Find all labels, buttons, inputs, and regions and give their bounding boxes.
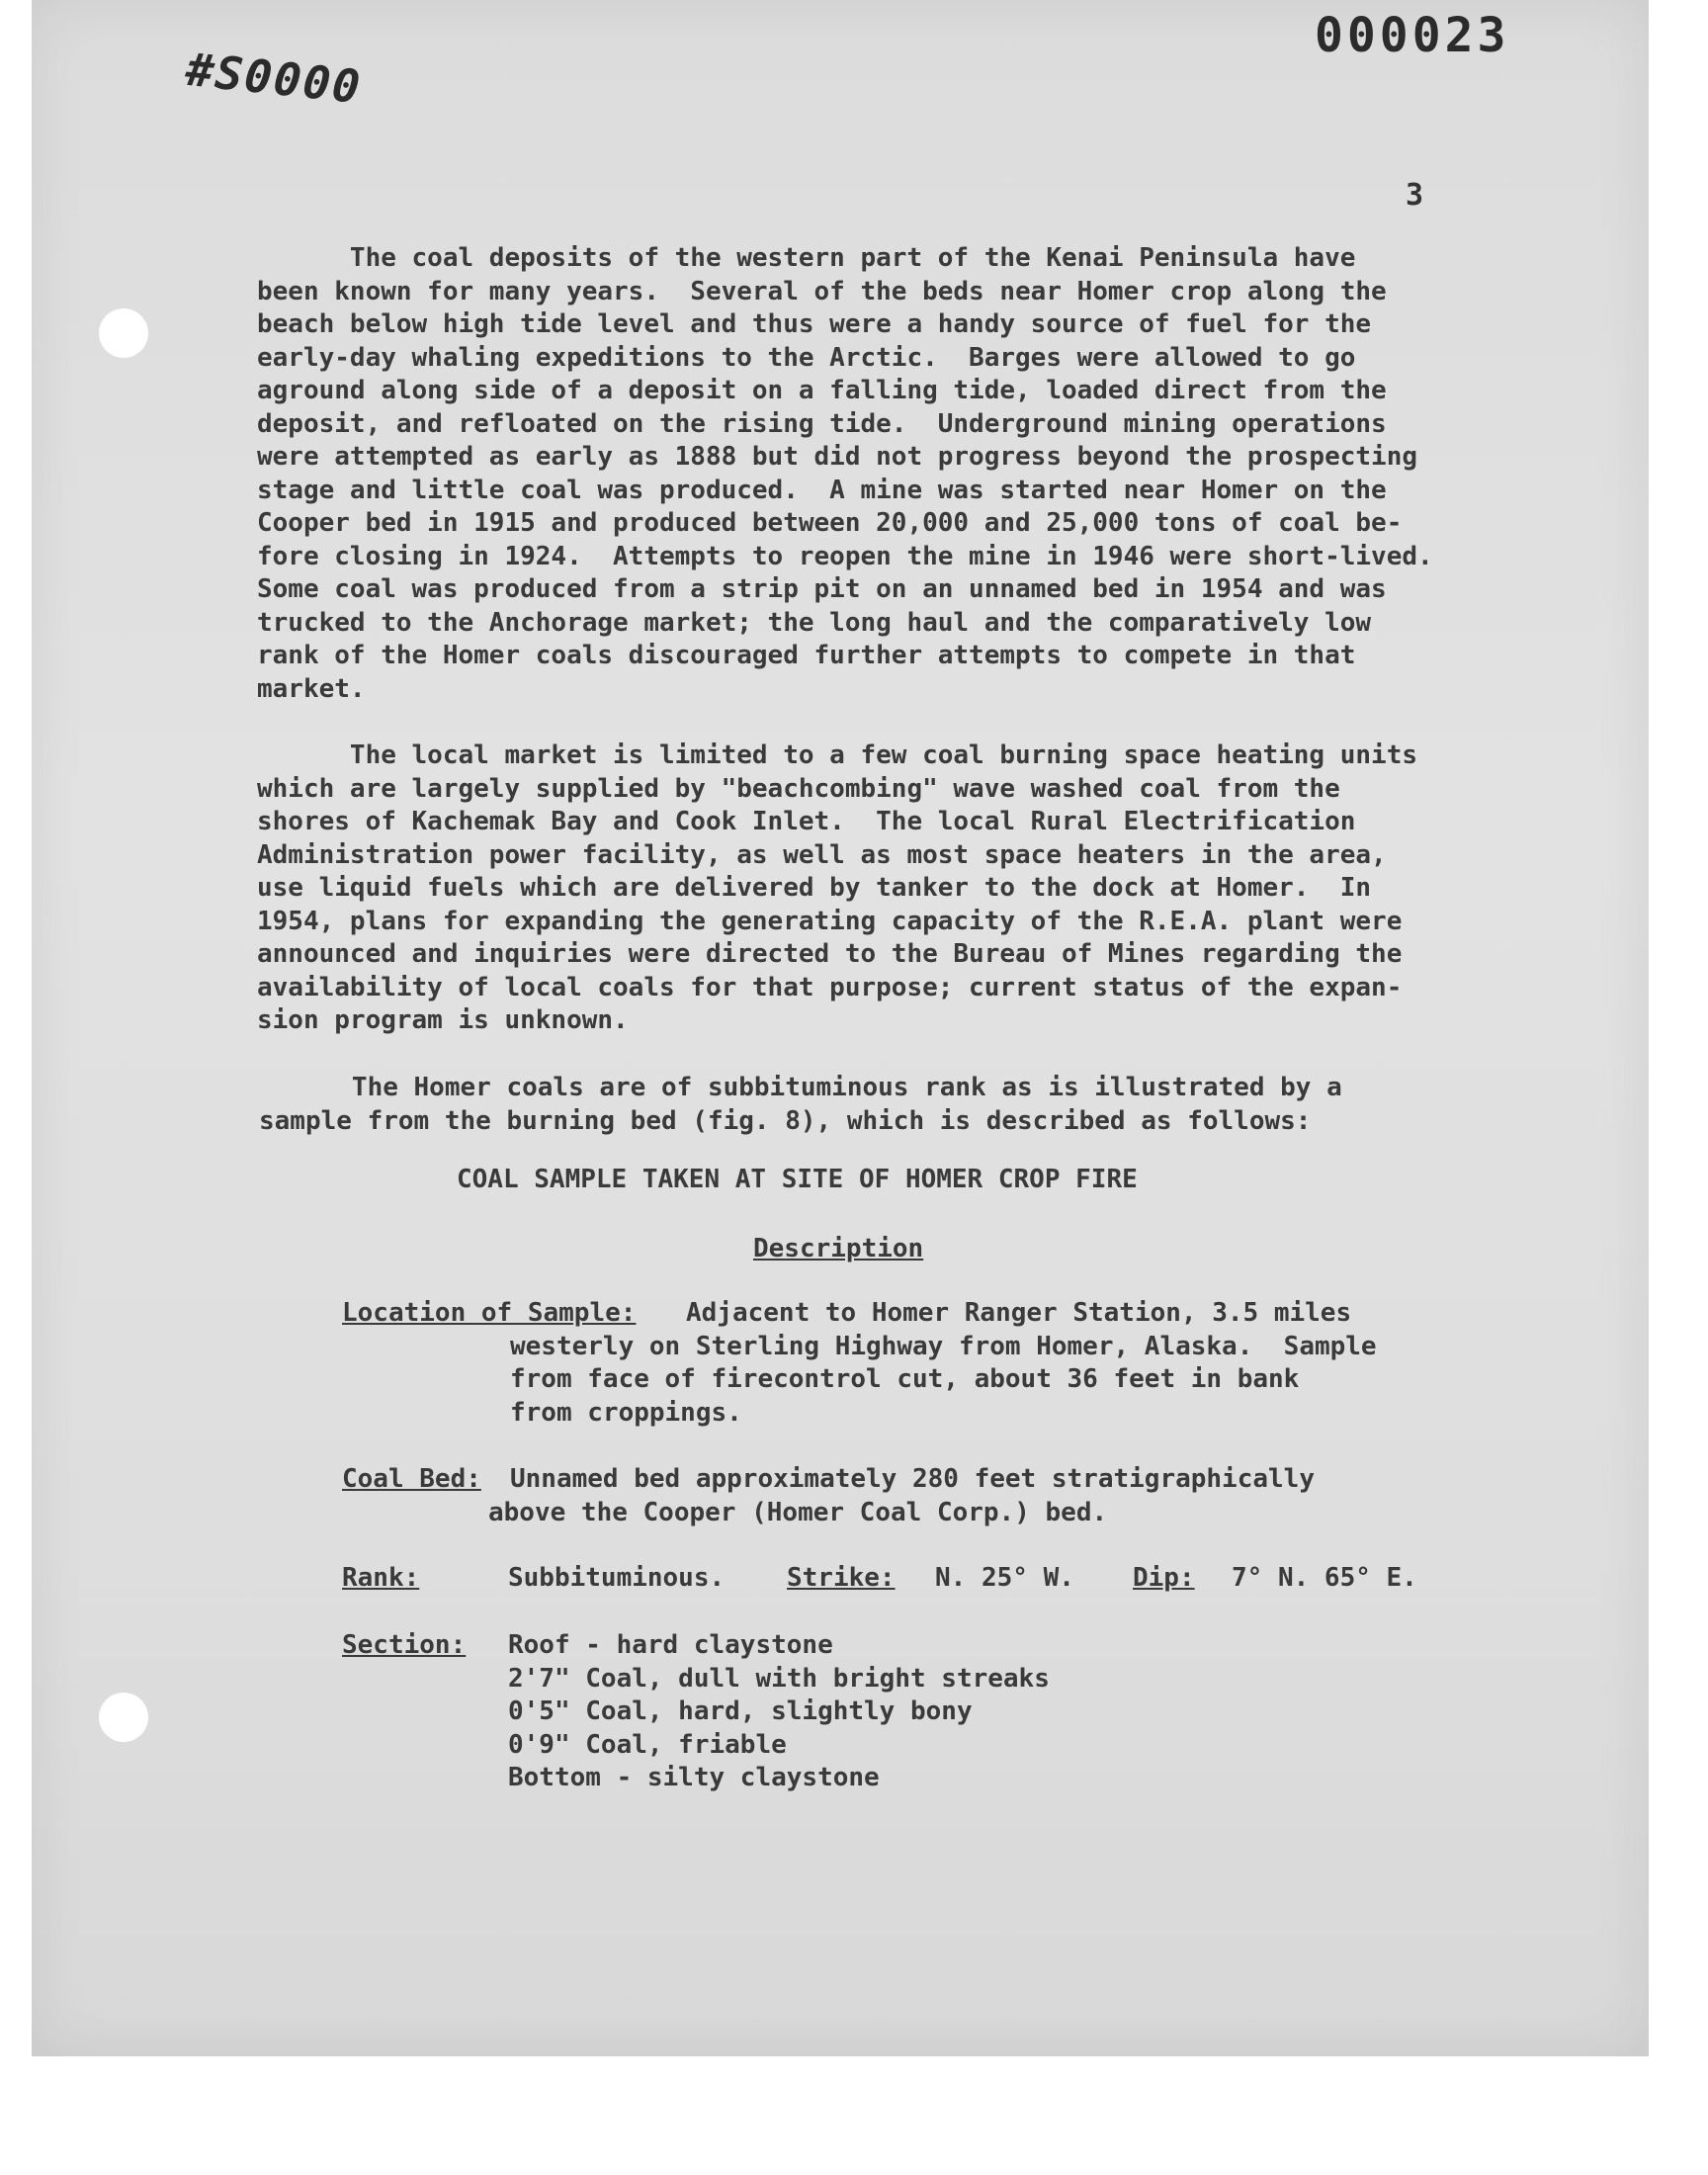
rank-value: Subbituminous. [508,1563,726,1593]
dip-label: Dip: [1133,1563,1195,1593]
location-label: Location of Sample: [342,1298,637,1328]
coal-bed-value-line1: Unnamed bed approximately 280 feet stratigraphically [510,1464,1315,1494]
location-value-line1: Adjacent to Homer Ranger Station, 3.5 miles [686,1298,1352,1328]
paragraph-history: The coal deposits of the western part of the Kenai Peninsula have been known for many years. Several of the beds near Homer crop along the beach below high tide level and thus were a handy source of fuel for the early-day whaling expeditions to the Arctic. Barges were allowed to go aground along side of a deposit on a falling tide, loaded direct from the deposit, and refloated on the rising tide. Underground mining operations were attempted as early as 1888 but did not progress beyond the prospecting stage and little coal was produced. A mine was started near Homer on the Cooper bed in 1915 and produced between 20,000 and 25,000 tons of coal be- fore closing in 1924. Attempts to reopen the mine in 1946 were short-lived. Some coal was produced from a strip pit on an unnamed bed in 1954 and was trucked to the Anchorage market; the long haul and the comparatively low rank of the Homer coals discouraged further attempts to compete in that market. [257,243,1433,704]
paragraph-coal-rank: The Homer coals are of subbituminous rank as is illustrated by a sample from the burning bed (fig. 8), which is described as follows: [259,1073,1342,1136]
punch-hole-top [99,308,148,358]
strike-value: N. 25° W. [935,1563,1074,1593]
rank-label: Rank: [342,1563,420,1593]
section-lines: Roof - hard claystone 2'7" Coal, dull with bright streaks 0'5" Coal, hard, slightly bony 0'9" Coal, friable Bottom - silty claystone [508,1630,1050,1792]
sample-title: COAL SAMPLE TAKEN AT SITE OF HOMER CROP FIRE [457,1165,1138,1194]
location-value-rest: westerly on Sterling Highway from Homer, Alaska. Sample from face of firecontrol cut, about 36 feet in bank from croppings. [510,1331,1377,1428]
page-number: 3 [1406,178,1424,213]
description-heading: Description [753,1234,924,1263]
section-label: Section: [342,1630,467,1660]
strike-label: Strike: [787,1563,896,1593]
coal-bed-value-rest: above the Cooper (Homer Coal Corp.) bed. [488,1497,1108,1527]
paragraph-local-market: The local market is limited to a few coal burning space heating units which are largely supplied by "beachcombing" wave washed coal from the shores of Kachemak Bay and Cook Inlet. The local Rural Electrification Administration power facility, as well as most space heaters in the area, use liquid fuels which are delivered by tanker to the dock at Homer. In 1954, plans for expanding the generating capacity of the R.E.A. plant were announced and inquiries were directed to the Bureau of Mines regarding the availability of local coals for that purpose; current status of the expan- sion program is unknown. [257,740,1417,1035]
handwritten-number: #S0000 [183,42,365,115]
document-number-stamp: 000023 [1315,8,1510,63]
punch-hole-bottom [99,1693,148,1742]
coal-bed-label: Coal Bed: [342,1464,481,1494]
dip-value: 7° N. 65° E. [1232,1563,1417,1593]
